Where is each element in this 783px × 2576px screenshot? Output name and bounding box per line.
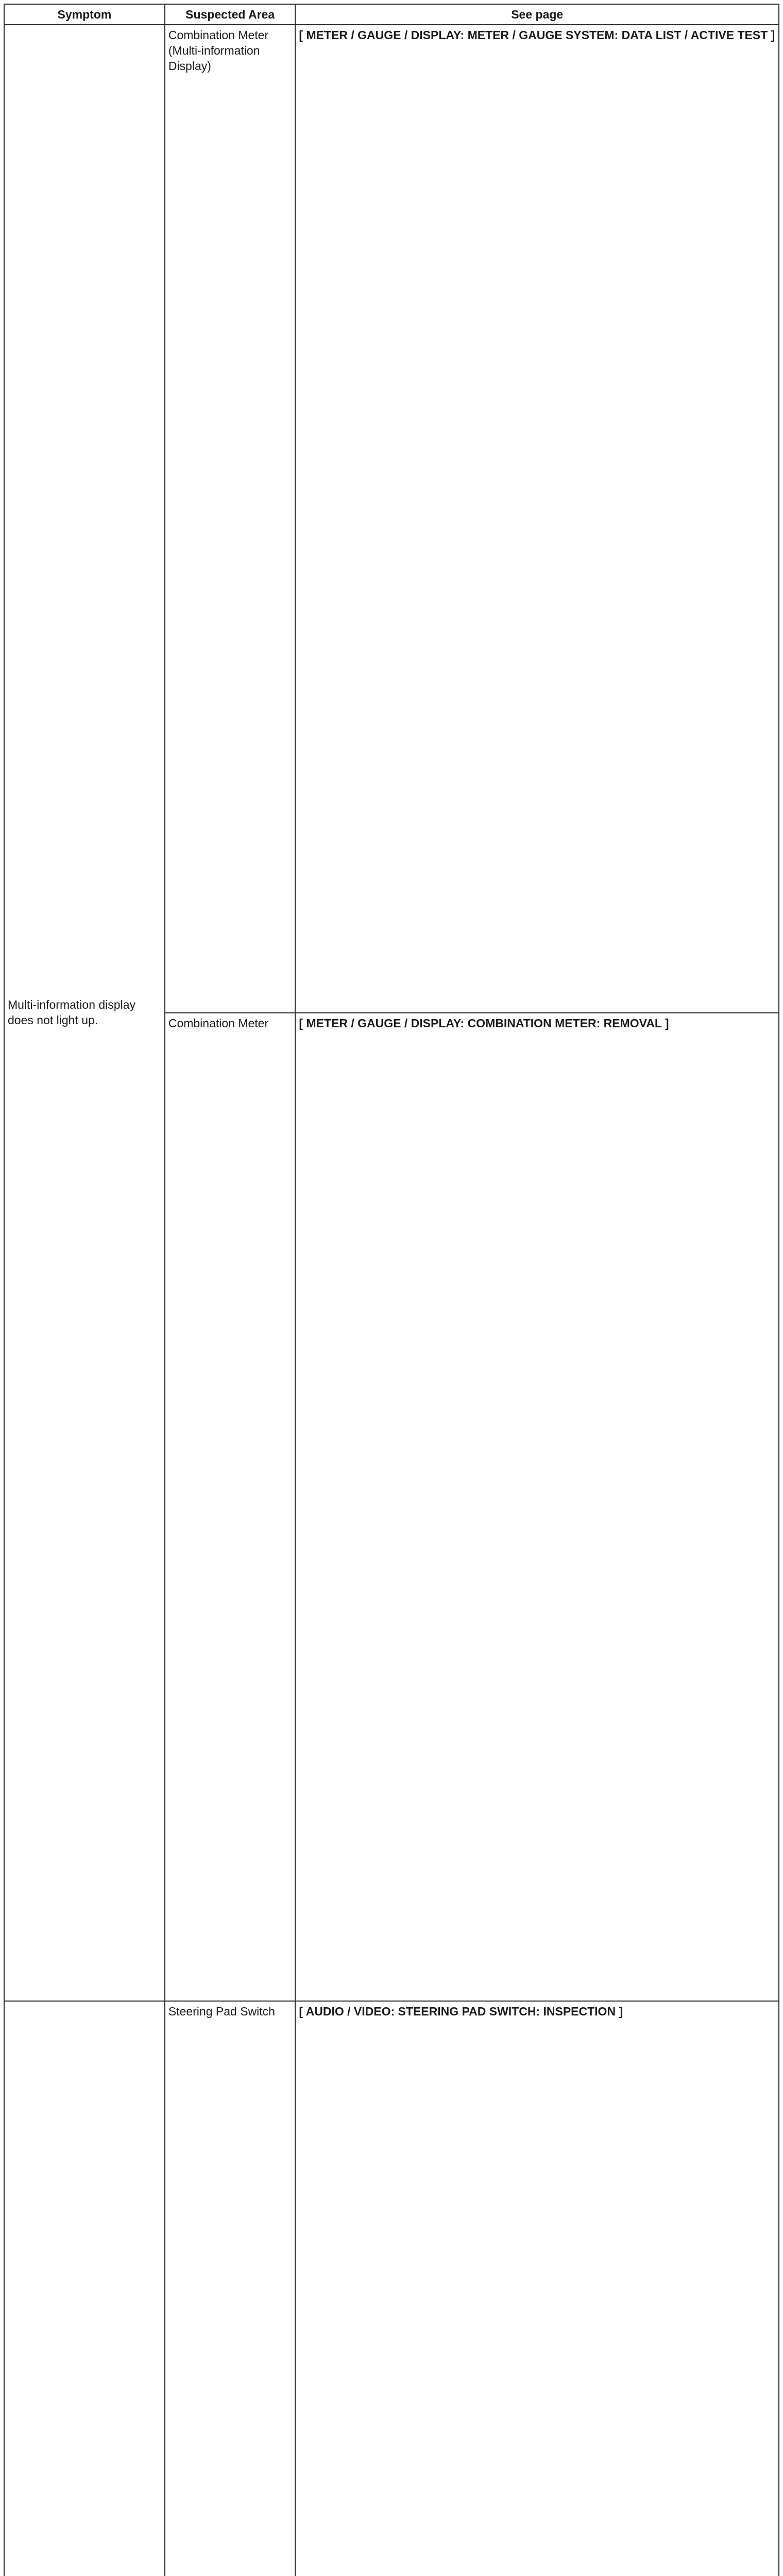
see-page-cell: [ METER / GAUGE / DISPLAY: METER / GAUGE SYSTEM: DATA LIST / ACTIVE TEST ] <box>295 25 779 1013</box>
header-symptom: Symptom <box>4 4 165 25</box>
problem-symptoms-table <box>4 4 779 2576</box>
suspected-area-cell: Combination Meter <box>165 1013 296 2001</box>
see-page-cell: [ AUDIO / VIDEO: STEERING PAD SWITCH: INSPECTION ] <box>295 2001 779 2576</box>
suspected-area-cell: Combination Meter (Multi-information Display) <box>165 25 296 1013</box>
table-row <box>4 25 779 1013</box>
symptom-cell: Multi-information display does not light up. <box>4 25 165 2001</box>
table-header-row <box>4 4 779 25</box>
table-body <box>4 25 779 2576</box>
see-page-cell: [ METER / GAUGE / DISPLAY: COMBINATION METER: REMOVAL ] <box>295 1013 779 2001</box>
symptom-cell <box>4 2001 165 2576</box>
header-see-page: See page <box>295 4 779 25</box>
table-row <box>4 2001 779 2576</box>
header-suspected-area: Suspected Area <box>165 4 296 25</box>
suspected-area-cell: Steering Pad Switch <box>165 2001 296 2576</box>
